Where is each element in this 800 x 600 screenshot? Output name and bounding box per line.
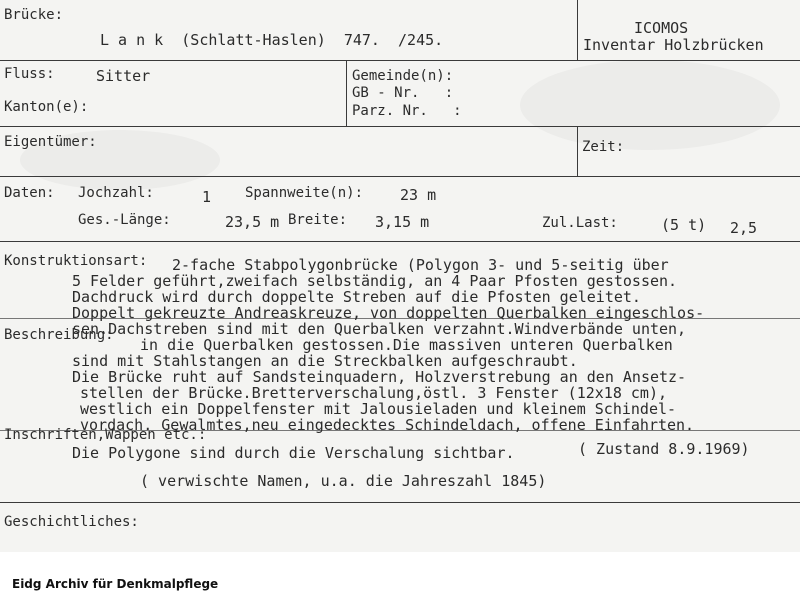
rule-line — [0, 126, 800, 127]
fluss-label: Fluss: — [4, 66, 55, 82]
column-divider — [577, 126, 578, 176]
konstruktion-label: Konstruktionsart: — [4, 253, 148, 269]
konstruktion-line: sind mit Stahlstangen an die Streckbalken aufgeschraubt. — [72, 352, 578, 370]
rule-line — [0, 176, 800, 177]
konstruktion-line: Die Polygone sind durch die Verschalung sichtbar. — [72, 444, 515, 462]
konstruktion-line: Dachdruck wird durch doppelte Streben auf die Pfosten geleitet. — [72, 288, 641, 306]
zeit-label: Zeit: — [582, 139, 625, 155]
last-value-original: (5 t) — [661, 216, 707, 234]
gb-label: GB - Nr. : — [352, 85, 454, 101]
rule-line — [0, 502, 800, 503]
konstruktion-line: Doppelt gekreuzte Andreaskreuze, von doppelten Querbalken eingeschlos- — [72, 304, 705, 322]
beschreibung-label: Beschreibung: — [4, 327, 114, 343]
org-title: ICOMOS — [634, 19, 689, 37]
inschriften-label: Inschriften,Wappen etc.: — [4, 427, 207, 443]
konstruktion-line: sen.Dachstreben sind mit den Querbalken verzahnt.Windverbände unten, — [72, 320, 687, 338]
jochzahl-value: 1 — [202, 188, 212, 206]
konstruktion-line: vordach. Gewalmtes,neu eingedecktes Schindeldach, offene Einfahrten. — [80, 416, 695, 434]
konstruktion-line: in die Querbalken gestossen.Die massiven unteren Querbalken — [140, 336, 673, 354]
spannweite-value: 23 m — [400, 186, 437, 204]
column-divider — [346, 60, 347, 126]
last-value-current: 2,5 — [730, 219, 758, 237]
org-subtitle: Inventar Holzbrücken — [583, 36, 764, 54]
rule-line — [0, 60, 800, 61]
geschichtliches-label: Geschichtliches: — [4, 514, 139, 530]
laenge-value: 23,5 m — [225, 213, 280, 231]
fluss-value: Sitter — [96, 67, 151, 85]
kanton-label: Kanton(e): — [4, 99, 89, 115]
gemeinde-label: Gemeinde(n): — [352, 68, 454, 84]
konstruktion-line: 2-fache Stabpolygonbrücke (Polygon 3- und 5-seitig über — [172, 256, 669, 274]
spannweite-label: Spannweite(n): — [245, 185, 364, 201]
daten-label: Daten: — [4, 185, 55, 201]
jochzahl-label: Jochzahl: — [78, 185, 154, 201]
background-stain — [520, 60, 780, 150]
bruecke-label: Brücke: — [4, 7, 64, 23]
zustand-date: ( Zustand 8.9.1969) — [578, 440, 750, 458]
column-divider — [577, 0, 578, 60]
konstruktion-line: westlich ein Doppelfenster mit Jalousieladen und kleinem Schindel- — [80, 400, 677, 418]
parz-label: Parz. Nr. : — [352, 103, 462, 119]
archive-caption: Eidg Archiv für Denkmalpflege — [12, 577, 219, 591]
breite-value: 3,15 m — [375, 213, 430, 231]
breite-label: Breite: — [288, 212, 348, 228]
inschriften-value: ( verwischte Namen, u.a. die Jahreszahl 1845) — [140, 472, 547, 490]
konstruktion-line: Die Brücke ruht auf Sandsteinquadern, Holzverstrebung an den Ansetz- — [72, 368, 687, 386]
laenge-label: Ges.-Länge: — [78, 212, 171, 228]
konstruktion-line: 5 Felder geführt,zweifach selbständig, an 4 Paar Pfosten gestossen. — [72, 272, 678, 290]
last-label: Zul.Last: — [542, 215, 618, 231]
rule-line — [0, 241, 800, 242]
eigentuemer-label: Eigentümer: — [4, 134, 97, 150]
konstruktion-line: stellen der Brücke.Bretterverschalung,östl. 3 Fenster (12x18 cm), — [80, 384, 667, 402]
bridge-name: L a n k (Schlatt-Haslen) 747. /245. — [100, 31, 444, 49]
